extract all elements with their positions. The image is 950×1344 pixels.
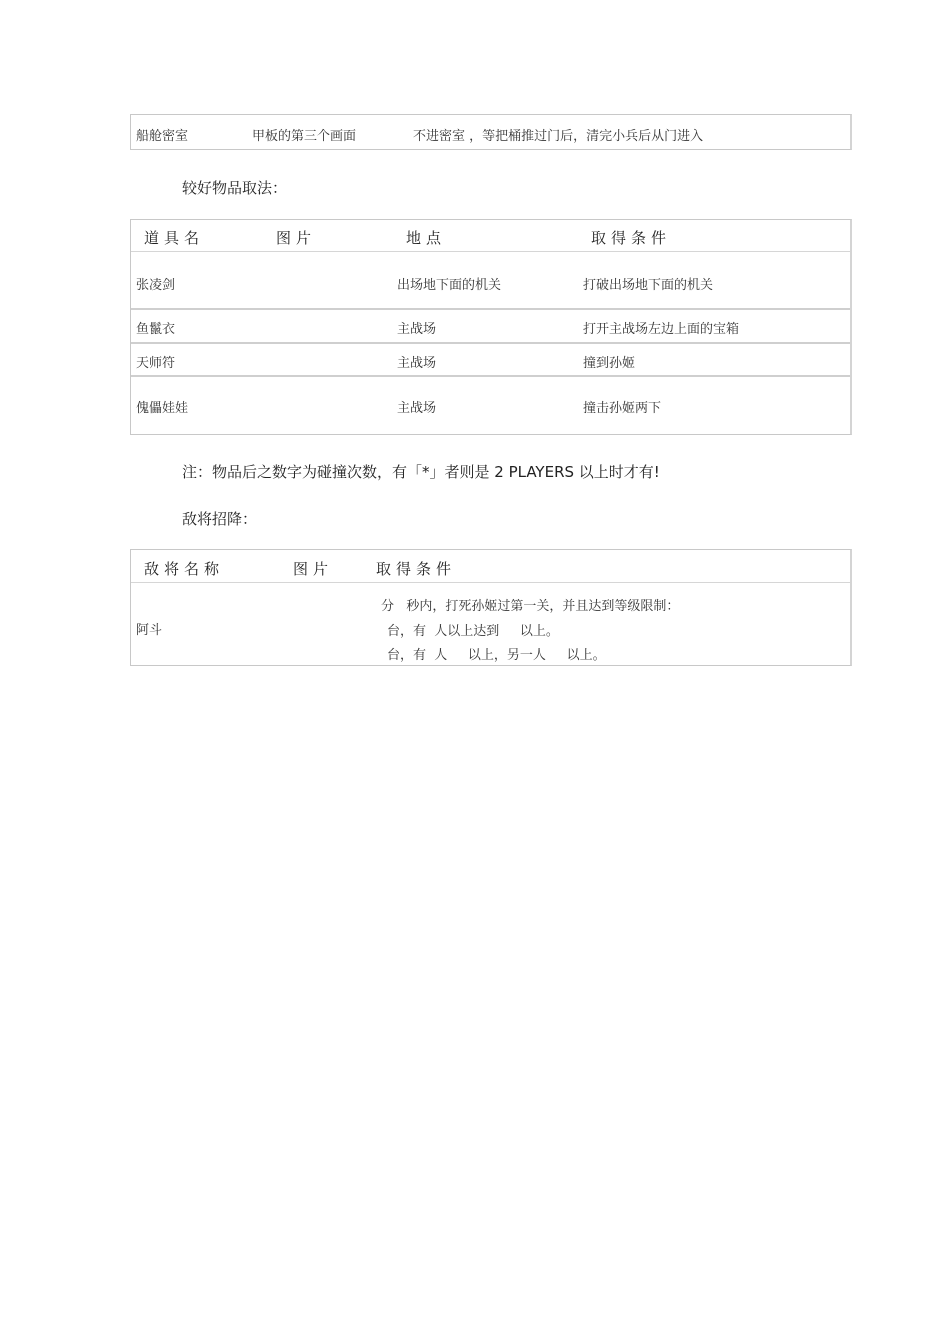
- room-condition: 不进密室 ，等把桶推过门后，清完小兵后从门进入: [413, 129, 704, 144]
- general-name: 阿斗: [136, 623, 163, 638]
- item-place: 主战场: [397, 401, 437, 416]
- header-place: 地点: [406, 229, 447, 247]
- item-place: 主战场: [397, 322, 437, 337]
- table-header-row: [131, 220, 850, 251]
- item-condition: 打破出场地下面的机关: [583, 278, 714, 293]
- table-row: [131, 115, 850, 149]
- recruit-heading: 敌将招降：: [182, 510, 258, 528]
- items-table: [130, 219, 852, 435]
- item-name: 傀儡娃娃: [136, 401, 189, 416]
- item-name: 鱼鬣衣: [136, 322, 176, 337]
- header-image: 图片: [293, 560, 334, 578]
- item-place: 主战场: [397, 356, 437, 371]
- condition-line: 分 秒内，打死孙姬过第一关，并且达到等级限制：: [381, 599, 680, 614]
- table-row: [131, 375, 850, 431]
- items-heading: 较好物品取法：: [182, 179, 288, 197]
- header-image: 图片: [276, 229, 317, 247]
- note: 注：物品后之数字为碰撞次数，有「*」者则是 2 PLAYERS 以上时才有!: [182, 463, 660, 481]
- table-row: [131, 308, 850, 342]
- condition-line: 台，有 人 以上，另一人 以上。: [387, 648, 606, 663]
- table-row: [131, 342, 850, 375]
- secret-room-table: [130, 114, 852, 150]
- table-header-row: [131, 550, 850, 582]
- item-name: 张凌剑: [136, 278, 176, 293]
- header-condition: 取得条件: [376, 560, 457, 578]
- room-name: 船舱密室: [136, 129, 189, 144]
- header-general-name: 敌将名称: [144, 560, 225, 578]
- item-condition: 撞击孙姬两下: [583, 401, 662, 416]
- item-condition: 打开主战场左边上面的宝箱: [583, 322, 740, 337]
- header-item-name: 道具名: [144, 229, 205, 247]
- item-condition: 撞到孙姬: [583, 356, 636, 371]
- room-place: 甲板的第三个画面: [252, 129, 357, 144]
- item-place: 出场地下面的机关: [397, 278, 502, 293]
- condition-line: 台，有 人以上达到 以上。: [387, 624, 559, 639]
- table-row: [131, 582, 850, 664]
- item-name: 天师符: [136, 356, 176, 371]
- table-row: [131, 251, 850, 308]
- recruit-table: [130, 549, 852, 666]
- header-condition: 取得条件: [591, 229, 672, 247]
